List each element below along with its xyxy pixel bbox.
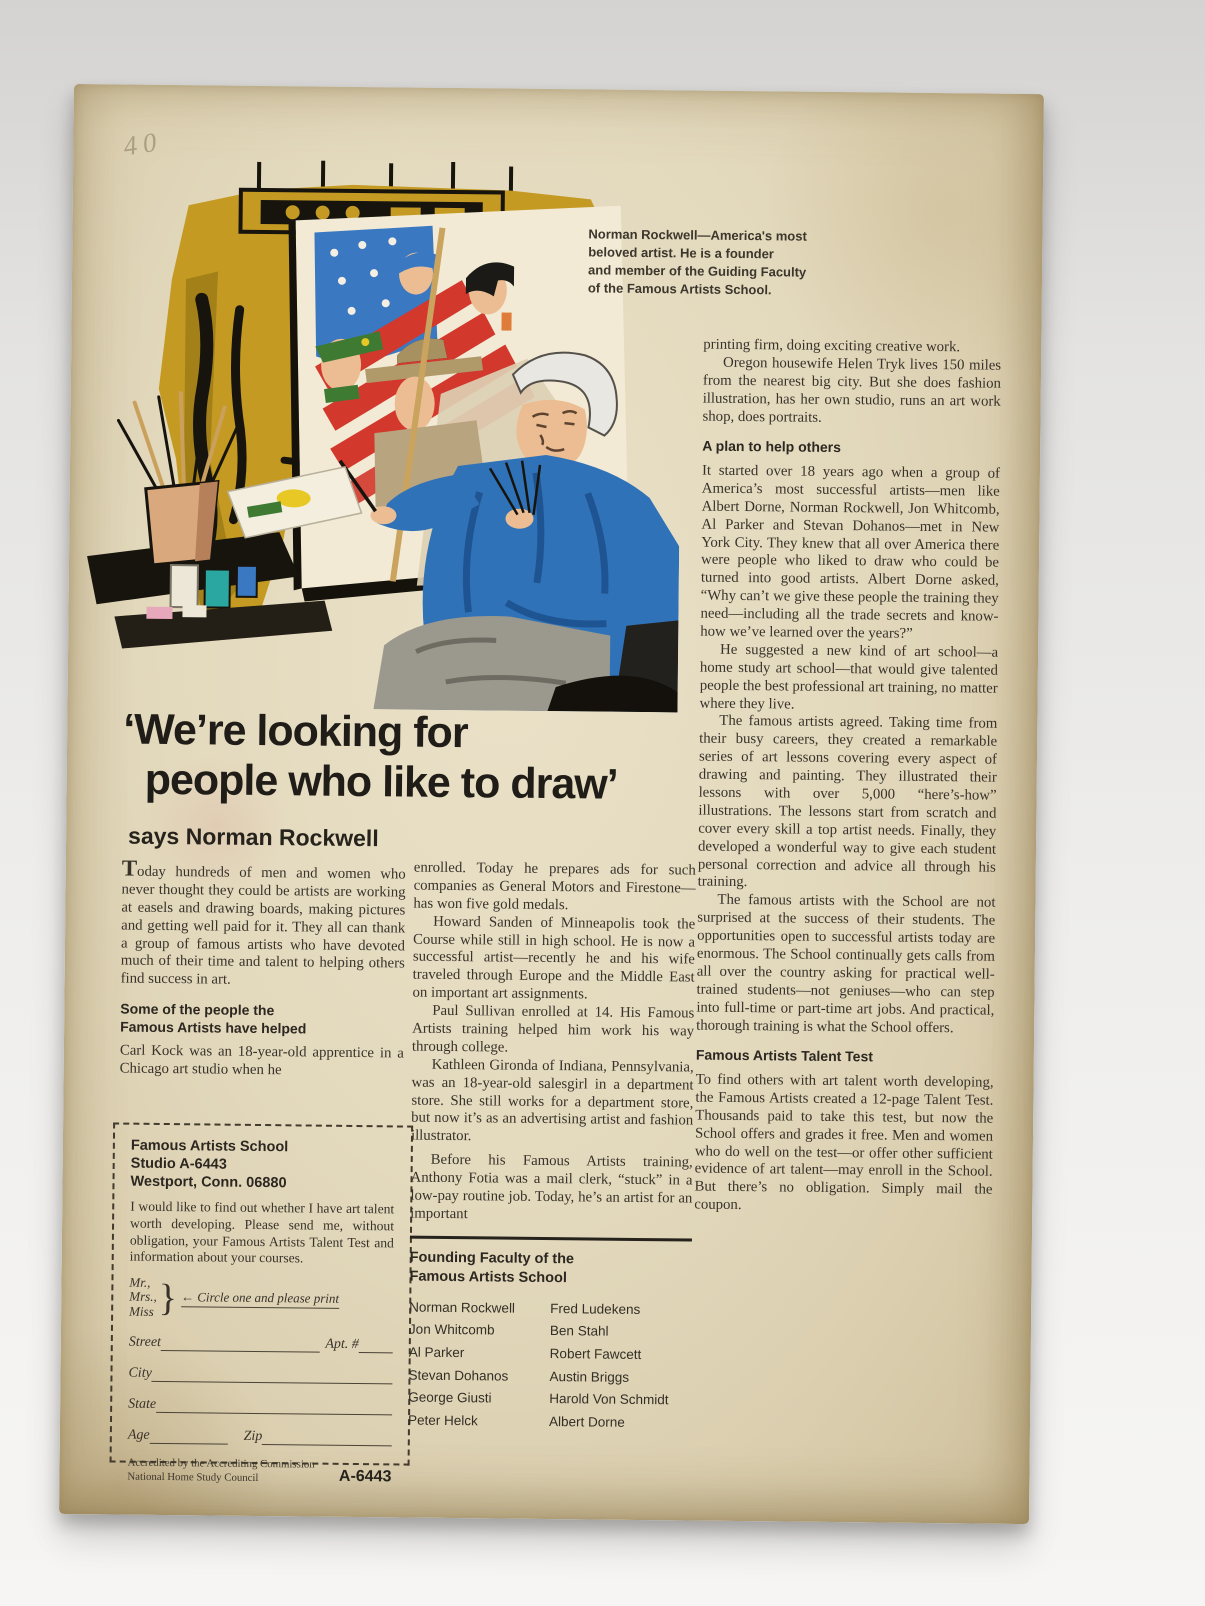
illustration-caption: Norman Rockwell—America's most beloved artist. He is a founder and member of the Guiding Faculty of the Famous Artists School. xyxy=(587,226,807,298)
right-column xyxy=(694,337,1001,1218)
coupon-code: A-6443 xyxy=(338,1467,392,1486)
street-label: Street xyxy=(128,1334,162,1350)
coupon-address: Famous Artists School Studio A-6443 Westport, Conn. 06880 xyxy=(130,1137,289,1192)
faculty-name: Fred Ludekens xyxy=(550,1300,641,1317)
body-paragraph: Howard Sanden of Minneapolis took the Course while still in high school. He is now a successful artist—recently he and his wife traveled through Europe and the Middle East on important art assignments. xyxy=(412,913,696,1003)
body-paragraph: The famous artists with the School are not surprised at the success of their students. The opportunities open to successful artists today are enormous. The School continually gets calls from all over the country asking for practical well-trained students—not geniuses—who can step into full-time or part-time art jobs. And practical, thorough training is what the School offers. xyxy=(696,892,996,1036)
title-mr: Mr., xyxy=(129,1274,151,1290)
street-blank-line xyxy=(161,1336,320,1353)
faculty-name: Albert Dorne xyxy=(548,1413,625,1430)
middle-column xyxy=(408,860,696,1435)
faculty-name: Ben Stahl xyxy=(549,1323,609,1339)
coupon-footer xyxy=(127,1455,391,1486)
age-zip-field-row xyxy=(128,1427,392,1446)
faculty-column-1 xyxy=(408,1296,550,1434)
body-paragraph: The famous artists agreed. Taking time from their busy careers, they created a remarkable series of art lessons covering every aspect of drawing and painting. They illustrated their lessons with over 5,000 “here’s-how” illustrations. The lessons start from scratch and cover every skill a top artist needs. Finally, they developed a wonderful way to give each student personal correction and advice all through his training. xyxy=(697,713,998,891)
faculty-name: Norman Rockwell xyxy=(409,1299,516,1316)
faculty-name: Robert Fawcett xyxy=(549,1345,642,1362)
accreditation-note: Accredited by the Accrediting Commission National Home Study Council xyxy=(127,1456,315,1484)
body-paragraph: enrolled. Today he prepares ads for such companies as General Motors and Firestone—has won five gold medals. xyxy=(413,859,696,914)
body-paragraph: printing firm, doing exciting creative work. xyxy=(703,336,961,356)
body-paragraph: Paul Sullivan enrolled at 14. His Famous Artists training helped him work his way through college. xyxy=(411,1002,695,1056)
section-heading-talent-test: Famous Artists Talent Test xyxy=(695,1047,874,1065)
section-heading-people-helped: Some of the people the Famous Artists have helped xyxy=(120,1000,307,1037)
state-field-row xyxy=(128,1396,392,1415)
body-paragraph: Kathleen Gironda of Indiana, Pennsylvania, was an 18-year-old salesgirl in a department store. She still works for a department store, but now it’s as an advertising artist and fashion illustrator. xyxy=(410,1056,694,1145)
circle-one-note: ← Circle one and please print xyxy=(181,1289,339,1309)
brace-glyph: } xyxy=(158,1276,178,1319)
apt-blank-line xyxy=(359,1338,393,1353)
body-paragraph: Before his Famous Artists training, Anthony Fotia was a mail clerk, “stuck” in a low-pay routine job. Today, he’s an artist for an important xyxy=(410,1152,693,1223)
zip-label: Zip xyxy=(243,1428,263,1444)
street-field-row xyxy=(129,1334,393,1353)
faculty-column-2 xyxy=(549,1298,691,1436)
state-label: State xyxy=(128,1396,157,1412)
drop-cap: T xyxy=(121,855,138,881)
faculty-list xyxy=(408,1296,691,1435)
intro-paragraph: Today hundreds of men and women who never thought they could be artists are working at easels and drawing boards, making pictures and getting well paid for it. They all can thank a group of famous artists who have devoted much of their time and talent to helping others find success in art. xyxy=(120,855,406,989)
divider-rule xyxy=(410,1235,692,1241)
faculty-name: Harold Von Schmidt xyxy=(549,1391,669,1408)
title-miss: Miss xyxy=(129,1303,154,1319)
magazine-back-cover xyxy=(59,84,1044,1524)
headline-line1: ‘We’re looking for xyxy=(122,705,468,758)
founding-faculty-heading: Founding Faculty of the Famous Artists School xyxy=(409,1249,575,1286)
apt-label: Apt. # xyxy=(325,1336,359,1352)
body-paragraph: It started over 18 years ago when a group of America’s most successful artists—men like Albert Dorne, Norman Rockwell, Jon Whitcomb, Al Parker and Stevan Dohanos—met in New York City. They knew that all over America there were people who liked to draw who could be turned into good artists. Albert Dorne asked, “Why can’t we give these people the training they need—including all the trade secrets and know-how we’ve learned over the years?” xyxy=(700,462,1001,642)
body-paragraph: Oregon housewife Helen Tryk lives 150 miles from the nearest big city. But she does fashion illustration, has her own studio, runs an art work shop, does portraits. xyxy=(702,354,1002,426)
age-label: Age xyxy=(127,1427,150,1443)
left-column xyxy=(120,857,406,1082)
faculty-name: Stevan Dohanos xyxy=(408,1367,509,1384)
age-blank-line xyxy=(150,1429,228,1445)
city-field-row xyxy=(128,1365,392,1384)
faculty-name: Jon Whitcomb xyxy=(408,1321,495,1338)
faculty-name: George Giusti xyxy=(408,1389,492,1406)
faculty-name: Austin Briggs xyxy=(549,1368,630,1385)
body-paragraph: To find others with art talent worth developing, the Famous Artists created a 12-page Talent Test. Thousands paid to take this test, but now the School offers and grades it free. Men and women who do well on the test—or offer other sufficient evidence of art talent—may enroll in the School. But there’s no obligation. Simply mail the coupon. xyxy=(694,1071,994,1214)
coupon-title-row xyxy=(129,1275,393,1322)
body-paragraph: He suggested a new kind of art school—a home study art school—that would give talented people the best professional art training, no matter where they live. xyxy=(699,641,999,713)
section-heading-plan: A plan to help others xyxy=(702,438,842,456)
mail-in-coupon xyxy=(110,1122,414,1486)
faculty-name: Al Parker xyxy=(408,1344,465,1360)
coupon-body-text: I would like to find out whether I have art talent worth developing. Please send me, without obligation, your Famous Artists Talent Test and information about your courses. xyxy=(129,1199,395,1266)
coupon-title-options xyxy=(129,1276,157,1320)
title-mrs: Mrs., xyxy=(129,1289,157,1305)
ad-byline: says Norman Rockwell xyxy=(127,822,379,852)
headline-line2: people who like to draw’ xyxy=(144,756,618,810)
ad-headline xyxy=(122,705,743,812)
zip-blank-line xyxy=(262,1430,392,1446)
state-blank-line xyxy=(156,1398,392,1415)
pencil-note: 40 xyxy=(121,126,165,162)
faculty-name: Peter Helck xyxy=(407,1412,478,1429)
city-blank-line xyxy=(152,1367,393,1385)
city-label: City xyxy=(128,1365,152,1381)
carl-kock-paragraph: Carl Kock was an 18-year-old apprentice in a Chicago art studio when he xyxy=(119,1042,404,1079)
